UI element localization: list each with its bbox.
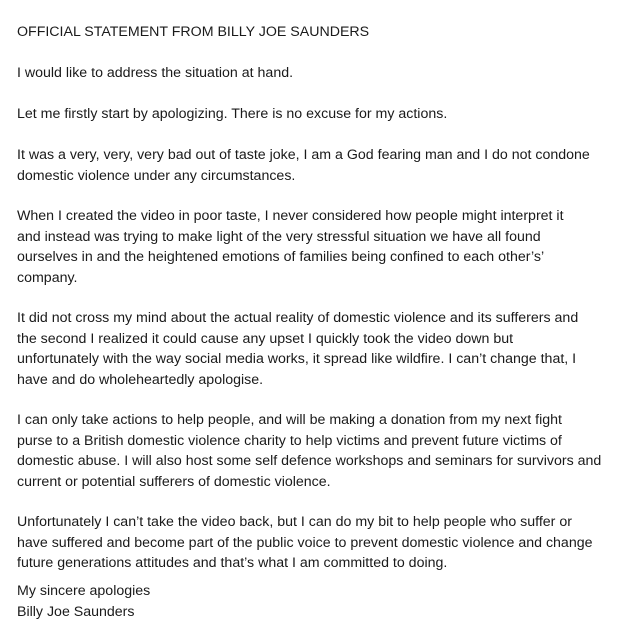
statement-title: OFFICIAL STATEMENT FROM BILLY JOE SAUNDERS [17, 24, 370, 40]
paragraph-intro: I would like to address the situation at hand. [17, 65, 294, 81]
paragraph-apology: Let me firstly start by apologizing. There is no excuse for my actions. [17, 106, 448, 122]
paragraph-video: When I created the video in poor taste, I never considered how people might interpret it and instead was trying to make light of the very stressful situation we have all found ourselves in and the heightened emotions of families being confined to each other’s’ company. [17, 208, 564, 286]
paragraph-actions: I can only take actions to help people, and will be making a donation from my next fight purse to a British domestic violence charity to help victims and prevent future victims of domestic abuse. I will also host some self defence workshops and seminars for survivors and current or potential sufferers of domestic violence. [17, 412, 602, 490]
paragraph-reality: It did not cross my mind about the actual reality of domestic violence and its sufferers and the second I realized it could cause any upset I quickly took the video down but unfortunately with the way social media works, it spread like wildfire. I can’t change that, I have and do wholeheartedly apologise. [17, 310, 579, 388]
paragraph-commitment: Unfortunately I can’t take the video back, but I can do my bit to help people who suffer or have suffered and become part of the public voice to prevent domestic violence and change future generations attitudes and that’s what I am committed to doing. [17, 514, 593, 571]
paragraph-joke: It was a very, very, very bad out of taste joke, I am a God fearing man and I do not condone domestic violence under any circumstances. [17, 147, 590, 184]
signature-block: My sincere apologies Billy Joe Saunders [17, 583, 151, 620]
